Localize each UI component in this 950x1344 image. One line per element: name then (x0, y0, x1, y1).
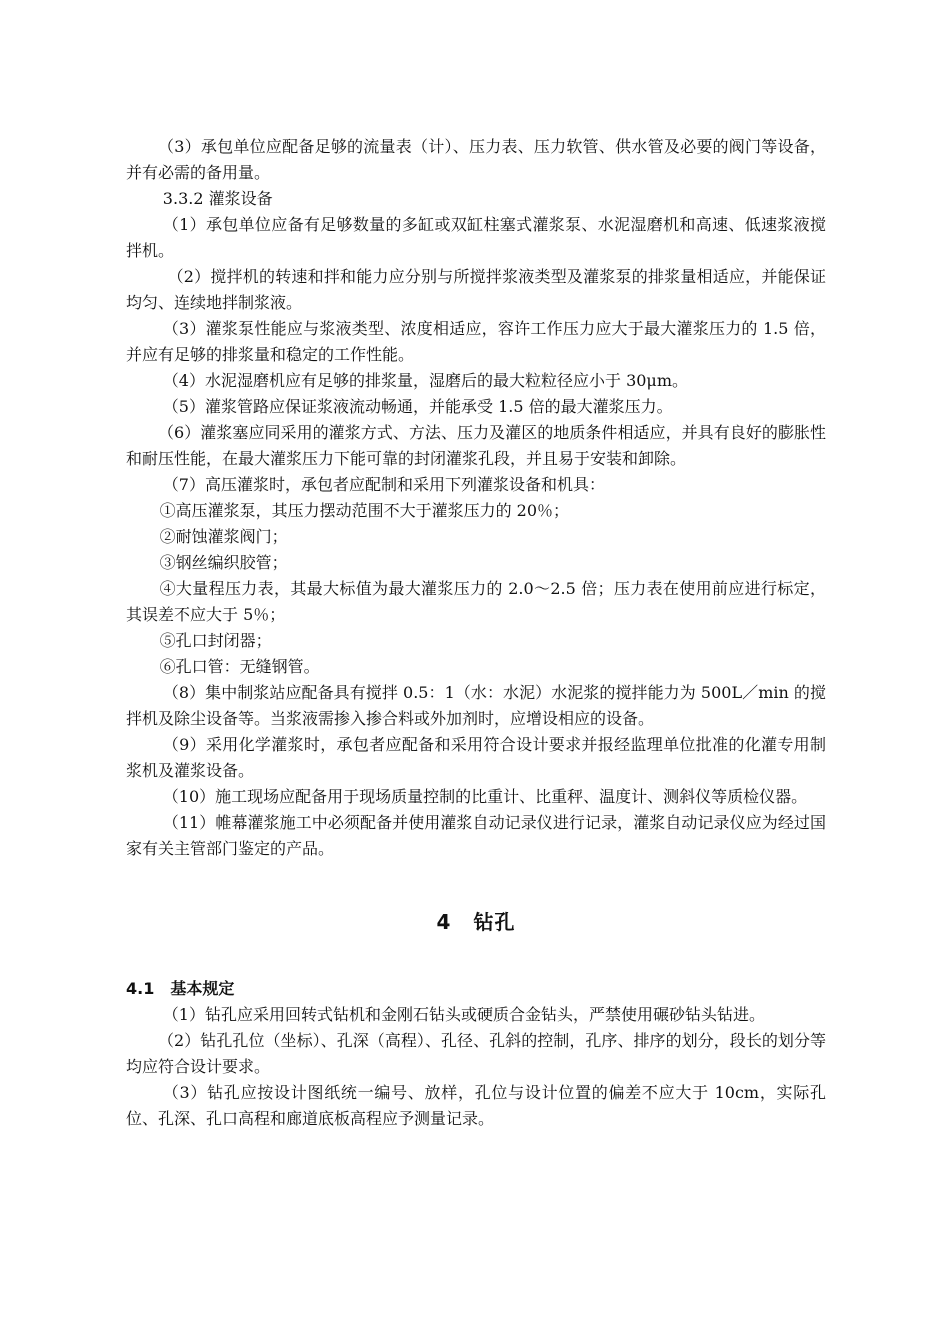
chapter-title: 钻孔 (473, 910, 516, 934)
equipment-item-9: （9）采用化学灌浆时，承包者应配备和采用符合设计要求并报经监理单位批准的化灌专用制浆机及灌浆设备。 (126, 735, 826, 780)
section-title: 基本规定 (170, 979, 235, 998)
equipment-item-10: （10）施工现场应配备用于现场质量控制的比重计、比重秤、温度计、测斜仪等质检仪器。 (162, 787, 808, 806)
section-heading (126, 976, 826, 1002)
equipment-item-3: （3）灌浆泵性能应与浆液类型、浓度相适应，容许工作压力应大于最大灌浆压力的 1.5 倍，并应有足够的排浆量和稳定的工作性能。 (126, 319, 826, 364)
equipment-item-7: （7）高压灌浆时，承包者应配制和采用下列灌浆设备和机具： (162, 475, 605, 494)
equipment-item-2: （2）搅拌机的转速和拌和能力应分别与所搅拌浆液类型及灌浆泵的排浆量相适应，并能保证均匀、连续地拌制浆液。 (126, 267, 826, 312)
sub-item-2: ②耐蚀灌浆阀门； (159, 527, 288, 546)
equipment-item-8: （8）集中制浆站应配备具有搅拌 0.5：1（水：水泥）水泥浆的搅拌能力为 500L／min 的搅拌机及除尘设备等。当浆液需掺入掺合料或外加剂时，应增设相应的设备。 (126, 683, 826, 728)
equipment-item-11: （11）帷幕灌浆施工中必须配备并使用灌浆自动记录仪进行记录，灌浆自动记录仪应为经过国家有关主管部门鉴定的产品。 (126, 813, 826, 858)
paragraph-3-3-item-3: （3）承包单位应配备足够的流量表（计）、压力表、压力软管、供水管及必要的阀门等设备，并有必需的备用量。 (126, 137, 826, 182)
section-number: 4.1 (126, 979, 155, 998)
sub-item-5: ⑤孔口封闭器； (159, 631, 272, 650)
equipment-item-4: （4）水泥湿磨机应有足够的排浆量，湿磨后的最大粒粒径应小于 30μm。 (162, 371, 688, 390)
heading-3-3-2: 3.3.2 灌浆设备 (162, 189, 273, 208)
sub-item-4: ④大量程压力表，其最大标值为最大灌浆压力的 2.0～2.5 倍；压力表在使用前应进行标定，其误差不应大于 5％； (126, 579, 826, 624)
sub-item-3: ③钢丝编织胶管； (159, 553, 288, 572)
sub-item-6: ⑥孔口管：无缝钢管。 (159, 657, 320, 676)
drilling-item-3: （3）钻孔应按设计图纸统一编号、放样，孔位与设计位置的偏差不应大于 10cm，实际孔位、孔深、孔口高程和廊道底板高程应予测量记录。 (126, 1083, 826, 1128)
equipment-item-1: （1）承包单位应备有足够数量的多缸或双缸柱塞式灌浆泵、水泥湿磨机和高速、低速浆液搅拌机。 (126, 215, 826, 260)
chapter-number: 4 (436, 910, 452, 934)
sub-item-1: ①高压灌浆泵，其压力摆动范围不大于灌浆压力的 20％； (159, 501, 570, 520)
equipment-item-5: （5）灌浆管路应保证浆液流动畅通，并能承受 1.5 倍的最大灌浆压力。 (162, 397, 673, 416)
document-body (126, 134, 826, 1132)
drilling-item-1: （1）钻孔应采用回转式钻机和金刚石钻头或硬质合金钻头，严禁使用碾砂钻头钻进。 (162, 1005, 765, 1024)
equipment-item-6: （6）灌浆塞应同采用的灌浆方式、方法、压力及灌区的地质条件相适应，并具有良好的膨胀性和耐压性能，在最大灌浆压力下能可靠的封闭灌浆孔段，并且易于安装和卸除。 (126, 423, 826, 468)
chapter-heading (126, 886, 826, 958)
drilling-item-2: （2）钻孔孔位（坐标）、孔深（高程）、孔径、孔斜的控制，孔序、排序的划分，段长的划分等均应符合设计要求。 (126, 1031, 826, 1076)
